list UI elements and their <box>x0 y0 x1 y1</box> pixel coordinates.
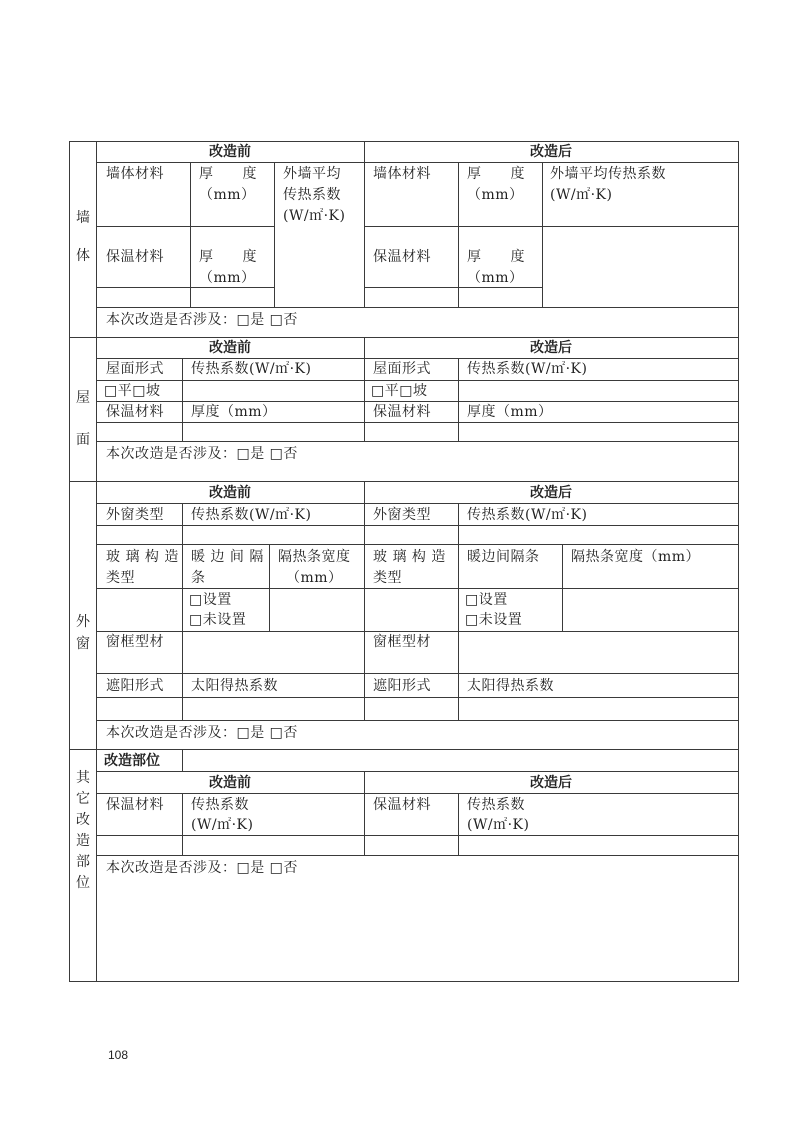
frame-profile-label-after: 窗框型材 <box>373 634 431 650</box>
window-heat-coef-after: 传热系数(W/㎡·K) <box>467 507 588 523</box>
warm-edge-options-after[interactable]: □设置 □未设置 <box>465 592 523 628</box>
wall-thickness-label-before: 厚 度 <box>199 166 257 182</box>
other-insulation-label-after: 保温材料 <box>373 797 431 813</box>
wall-avg-coef-after: 外墙平均传热系数 (W/㎡·K) <box>550 166 666 203</box>
other-heat-coef-before: 传热系数 (W/㎡·K) <box>191 797 254 833</box>
roof-flat-slope-before[interactable]: □平□坡 <box>104 383 161 399</box>
wall-thickness-label-after: 厚 度 <box>467 166 525 182</box>
glass-type-label-after: 玻 璃 构 造 类型 <box>373 549 446 586</box>
wall-after-header: 改造后 <box>530 144 572 160</box>
wall-ins-thickness-label-after: 厚 度 <box>467 249 525 265</box>
wall-insulation-label-before: 保温材料 <box>106 249 164 265</box>
other-involve-checkbox[interactable]: 本次改造是否涉及：□是 □否 <box>106 860 298 876</box>
window-after-header: 改造后 <box>530 485 572 501</box>
section-label-roof-1: 屋 <box>76 390 90 406</box>
roof-flat-slope-after[interactable]: □平□坡 <box>371 383 428 399</box>
frame-profile-label-before: 窗框型材 <box>106 634 164 650</box>
warm-edge-options-before[interactable]: □设置 □未设置 <box>189 592 247 628</box>
other-heat-coef-after: 传热系数 (W/㎡·K) <box>467 797 530 833</box>
roof-thickness-after: 厚度（mm） <box>467 404 553 420</box>
warm-edge-label-after: 暖边间隔条 <box>467 549 540 565</box>
roof-insulation-label-after: 保温材料 <box>373 404 431 420</box>
roof-after-header: 改造后 <box>530 340 572 356</box>
section-label-roof-2: 面 <box>76 432 90 448</box>
roof-heat-coef-after: 传热系数(W/㎡·K) <box>467 361 588 377</box>
window-heat-coef-before: 传热系数(W/㎡·K) <box>191 507 312 523</box>
other-insulation-label-before: 保温材料 <box>106 797 164 813</box>
other-before-header: 改造前 <box>209 775 251 791</box>
window-type-label-before: 外窗类型 <box>106 507 164 523</box>
wall-thickness-unit-before: （mm） <box>199 187 256 203</box>
wall-involve-checkbox[interactable]: 本次改造是否涉及：□是 □否 <box>106 312 298 328</box>
page-number: 108 <box>108 1048 129 1062</box>
wall-insulation-label-after: 保温材料 <box>373 249 431 265</box>
roof-involve-checkbox[interactable]: 本次改造是否涉及：□是 □否 <box>106 446 298 462</box>
wall-ins-thickness-unit-after: （mm） <box>467 270 524 286</box>
section-label-other: 其 它 改 造 部 位 <box>76 770 90 891</box>
wall-avg-coef-before: 外墙平均 传热系数 (W/㎡·K) <box>283 166 346 224</box>
solar-coef-label-after: 太阳得热系数 <box>467 678 554 694</box>
wall-before-header: 改造前 <box>209 144 251 160</box>
wall-material-label-after: 墙体材料 <box>373 166 431 182</box>
roof-heat-coef-before: 传热系数(W/㎡·K) <box>191 361 312 377</box>
other-part-label: 改造部位 <box>104 753 160 769</box>
shading-form-label-after: 遮阳形式 <box>373 678 431 694</box>
wall-ins-thickness-unit-before: （mm） <box>199 270 256 286</box>
wall-ins-thickness-label-before: 厚 度 <box>199 249 257 265</box>
spacer-width-label-before: 隔热条宽度 （mm） <box>278 549 351 586</box>
glass-type-label-before: 玻 璃 构 造 类型 <box>106 549 179 586</box>
section-label-wall-2: 体 <box>76 248 90 264</box>
roof-before-header: 改造前 <box>209 340 251 356</box>
roof-thickness-before: 厚度（mm） <box>191 404 277 420</box>
wall-material-label-before: 墙体材料 <box>106 166 164 182</box>
section-label-window-2: 窗 <box>76 636 90 652</box>
roof-form-label-after: 屋面形式 <box>373 361 431 377</box>
spacer-width-label-after: 隔热条宽度（mm） <box>571 549 701 565</box>
window-type-label-after: 外窗类型 <box>373 507 431 523</box>
other-after-header: 改造后 <box>530 775 572 791</box>
shading-form-label-before: 遮阳形式 <box>106 678 164 694</box>
section-label-wall-1: 墙 <box>76 210 90 226</box>
warm-edge-label-before: 暖 边 间 隔 条 <box>191 549 264 586</box>
roof-form-label-before: 屋面形式 <box>106 361 164 377</box>
window-involve-checkbox[interactable]: 本次改造是否涉及：□是 □否 <box>106 725 298 741</box>
solar-coef-label-before: 太阳得热系数 <box>191 678 278 694</box>
section-label-window-1: 外 <box>76 614 90 630</box>
roof-insulation-label-before: 保温材料 <box>106 404 164 420</box>
wall-thickness-unit-after: （mm） <box>467 187 524 203</box>
window-before-header: 改造前 <box>209 485 251 501</box>
